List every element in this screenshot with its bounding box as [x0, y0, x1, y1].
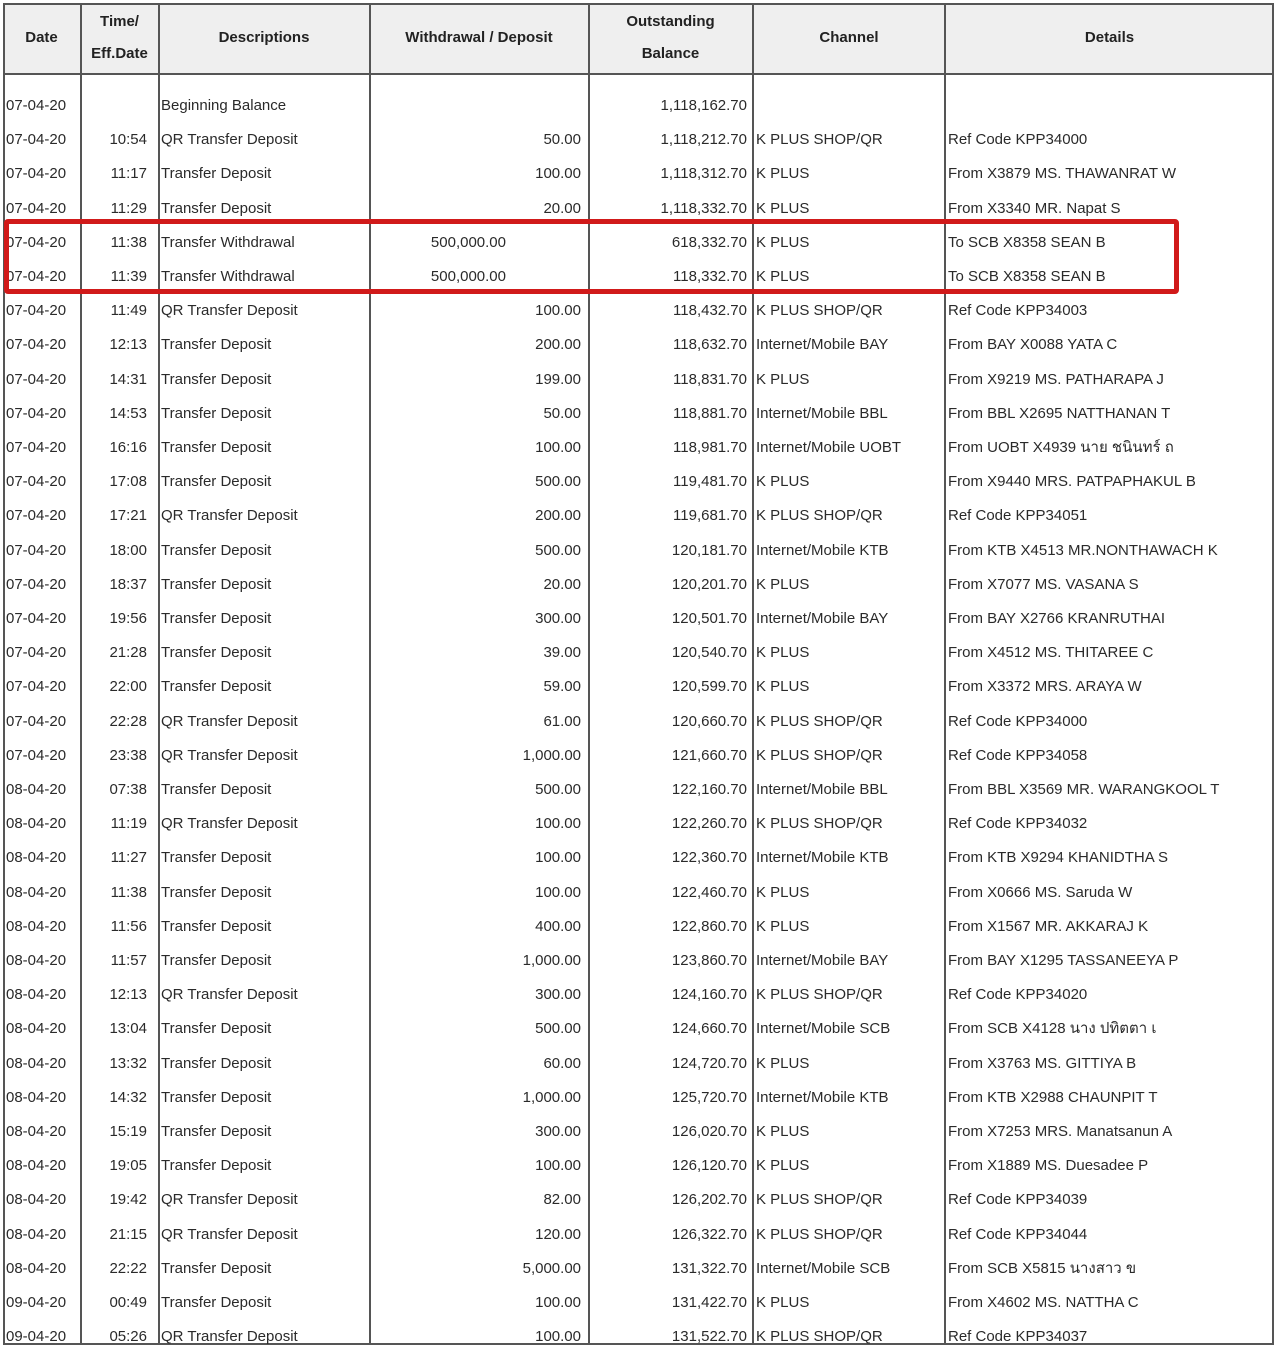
cell-channel: K PLUS SHOP/QR: [756, 131, 883, 148]
cell-time: 19:05: [109, 1157, 147, 1174]
cell-deposit: 500.00: [535, 473, 581, 490]
header-descriptions: Descriptions: [159, 3, 369, 73]
cell-channel: K PLUS: [756, 234, 810, 251]
cell-details: From BAY X1295 TASSANEEYA P: [948, 952, 1179, 969]
cell-time: 05:26: [109, 1328, 147, 1345]
cell-balance: 120,181.70: [671, 542, 747, 559]
cell-details: From X3372 MRS. ARAYA W: [948, 678, 1142, 695]
cell-details: From BAY X2766 KRANRUTHAI: [948, 610, 1166, 627]
header-withdrawal-deposit: Withdrawal / Deposit: [370, 3, 588, 73]
cell-balance: 120,599.70: [671, 678, 747, 695]
cell-details: Ref Code KPP34044: [948, 1226, 1088, 1243]
cell-description: Transfer Deposit: [161, 1260, 272, 1277]
cell-date: 08-04-20: [6, 1123, 67, 1140]
cell-time: [83, 89, 147, 123]
cell-deposit: 1,000.00: [522, 747, 581, 764]
cell-deposit: 100.00: [535, 884, 581, 901]
header-time-line1: Time/: [100, 13, 139, 30]
cell-date: 08-04-20: [6, 952, 67, 969]
cell-details: Ref Code KPP34000: [948, 713, 1088, 730]
cell-deposit: 100.00: [535, 849, 581, 866]
cell-channel: K PLUS: [756, 473, 810, 490]
cell-description: Transfer Deposit: [161, 781, 272, 798]
cell-deposit: 100.00: [535, 302, 581, 319]
cell-channel: K PLUS: [756, 918, 810, 935]
header-date: Date: [3, 3, 80, 73]
cell-deposit: 1,000.00: [522, 1089, 581, 1106]
cell-date: 07-04-20: [6, 713, 67, 730]
cell-time: 10:54: [109, 131, 147, 148]
cell-time: 11:38: [110, 884, 147, 901]
cell-time: 22:28: [109, 713, 147, 730]
cell-time: 22:00: [109, 678, 147, 695]
cell-time: 12:13: [109, 336, 147, 353]
cell-date: 09-04-20: [6, 1294, 67, 1311]
cell-channel: K PLUS: [756, 371, 810, 388]
cell-balance: 122,460.70: [671, 884, 747, 901]
cell-balance: 126,202.70: [671, 1191, 747, 1208]
cell-date: 07-04-20: [6, 439, 67, 456]
cell-time: 21:15: [109, 1226, 147, 1243]
cell-balance: 618,332.70: [671, 234, 747, 251]
cell-time: 22:22: [109, 1260, 147, 1277]
cell-description: Transfer Deposit: [161, 678, 272, 695]
cell-description: QR Transfer Deposit: [161, 507, 298, 524]
cell-channel: Internet/Mobile BAY: [756, 610, 889, 627]
cell-details: From X9219 MS. PATHARAPA J: [948, 371, 1164, 388]
cell-time: 18:00: [109, 542, 147, 559]
cell-deposit: 50.00: [543, 131, 581, 148]
cell-description: QR Transfer Deposit: [161, 1328, 298, 1345]
cell-description: QR Transfer Deposit: [161, 1191, 298, 1208]
cell-date: 07-04-20: [6, 371, 67, 388]
cell-channel: K PLUS SHOP/QR: [756, 747, 883, 764]
cell-date: 07-04-20: [6, 200, 67, 217]
cell-time: 21:28: [109, 644, 147, 661]
cell-deposit: 20.00: [543, 200, 581, 217]
divider-amount-balance: [588, 3, 590, 1345]
cell-time: 13:32: [109, 1055, 147, 1072]
cell-channel: K PLUS SHOP/QR: [756, 1226, 883, 1243]
header-time-line2: Eff.Date: [91, 45, 148, 62]
cell-deposit: 120.00: [535, 1226, 581, 1243]
cell-description: Transfer Deposit: [161, 952, 272, 969]
cell-details: From X3763 MS. GITTIYA B: [948, 1055, 1137, 1072]
cell-balance: 131,422.70: [671, 1294, 747, 1311]
cell-description: Transfer Deposit: [161, 473, 272, 490]
cell-balance: 122,860.70: [671, 918, 747, 935]
cell-description: Transfer Deposit: [161, 1089, 272, 1106]
cell-description: Transfer Deposit: [161, 165, 272, 182]
cell-time: 19:56: [109, 610, 147, 627]
cell-details: From BAY X0088 YATA C: [948, 336, 1118, 353]
table-top-border: [3, 3, 1274, 5]
cell-balance: 1,118,212.70: [660, 131, 747, 148]
cell-time: 11:19: [110, 815, 147, 832]
cell-deposit: 100.00: [535, 815, 581, 832]
cell-details: From X0666 MS. Saruda W: [948, 884, 1133, 901]
cell-description: Transfer Deposit: [161, 1020, 272, 1037]
cell-date: 07-04-20: [6, 405, 67, 422]
header-balance-line1: Outstanding: [626, 13, 715, 30]
cell-channel: Internet/Mobile KTB: [756, 1089, 889, 1106]
cell-details: Ref Code KPP34039: [948, 1191, 1088, 1208]
cell-balance: 122,160.70: [671, 781, 747, 798]
cell-date: 07-04-20: [6, 507, 67, 524]
divider-right: [1272, 3, 1274, 1345]
cell-description: QR Transfer Deposit: [161, 815, 298, 832]
cell-description: Transfer Deposit: [161, 405, 272, 422]
cell-details: From X7077 MS. VASANA S: [948, 576, 1139, 593]
cell-channel: Internet/Mobile BBL: [756, 781, 888, 798]
cell-date: 08-04-20: [6, 1020, 67, 1037]
cell-date: 08-04-20: [6, 884, 67, 901]
cell-details: From X3879 MS. THAWANRAT W: [948, 165, 1177, 182]
cell-time: 19:42: [109, 1191, 147, 1208]
cell-balance: 122,360.70: [671, 849, 747, 866]
cell-description: Transfer Deposit: [161, 1055, 272, 1072]
cell-balance: 121,660.70: [671, 747, 747, 764]
cell-deposit: 100.00: [535, 1294, 581, 1311]
cell-balance: 118,632.70: [673, 336, 747, 353]
cell-channel: Internet/Mobile SCB: [756, 1020, 891, 1037]
header-details: Details: [946, 3, 1273, 73]
cell-balance: 122,260.70: [671, 815, 747, 832]
cell-balance: 126,120.70: [671, 1157, 747, 1174]
cell-balance: 131,522.70: [671, 1328, 747, 1345]
cell-channel: K PLUS: [756, 1123, 810, 1140]
cell-deposit: [372, 89, 581, 123]
cell-balance: 119,681.70: [673, 507, 747, 524]
cell-channel: K PLUS: [756, 1294, 810, 1311]
cell-balance: 124,160.70: [671, 986, 747, 1003]
cell-time: 13:04: [109, 1020, 147, 1037]
cell-date: 07-04-20: [6, 610, 67, 627]
cell-description: Transfer Deposit: [161, 1294, 272, 1311]
cell-date: 08-04-20: [6, 1226, 67, 1243]
cell-deposit: 1,000.00: [522, 952, 581, 969]
cell-date: 08-04-20: [6, 986, 67, 1003]
cell-channel: K PLUS: [756, 1055, 810, 1072]
header-time: [81, 3, 158, 73]
cell-channel: K PLUS: [756, 644, 810, 661]
cell-deposit: 100.00: [535, 1328, 581, 1345]
cell-deposit: 100.00: [535, 1157, 581, 1174]
cell-description: Transfer Deposit: [161, 371, 272, 388]
cell-deposit: 50.00: [543, 405, 581, 422]
cell-details: Ref Code KPP34020: [948, 986, 1088, 1003]
cell-details: From SCB X5815 นางสาว ข: [948, 1260, 1137, 1277]
cell-details: From BBL X2695 NATTHANAN T: [948, 405, 1171, 422]
cell-deposit: 199.00: [535, 371, 581, 388]
cell-details: From KTB X2988 CHAUNPIT T: [948, 1089, 1158, 1106]
cell-channel: K PLUS SHOP/QR: [756, 507, 883, 524]
cell-deposit: 400.00: [535, 918, 581, 935]
divider-time-desc: [158, 3, 160, 1345]
cell-channel: Internet/Mobile KTB: [756, 849, 889, 866]
cell-deposit: 200.00: [535, 336, 581, 353]
cell-channel: Internet/Mobile KTB: [756, 542, 889, 559]
divider-desc-amount: [369, 3, 371, 1345]
cell-date: 08-04-20: [6, 1055, 67, 1072]
cell-deposit: 60.00: [543, 1055, 581, 1072]
cell-details: From X4602 MS. NATTHA C: [948, 1294, 1139, 1311]
cell-balance: 118,981.70: [673, 439, 747, 456]
cell-time: 11:17: [110, 165, 147, 182]
cell-description: QR Transfer Deposit: [161, 747, 298, 764]
cell-balance: 1,118,162.70: [660, 97, 747, 114]
cell-channel: K PLUS: [756, 268, 810, 285]
cell-details: To SCB X8358 SEAN B: [948, 268, 1106, 285]
cell-date: 07-04-20: [6, 165, 67, 182]
divider-balance-channel: [752, 3, 754, 1345]
cell-description: Transfer Deposit: [161, 1123, 272, 1140]
cell-channel: K PLUS SHOP/QR: [756, 713, 883, 730]
cell-details: From SCB X4128 นาง ปทิตตา เ: [948, 1020, 1157, 1037]
cell-details: From KTB X4513 MR.NONTHAWACH K: [948, 542, 1218, 559]
cell-date: 07-04-20: [6, 678, 67, 695]
cell-time: 11:29: [110, 200, 147, 217]
cell-deposit: 300.00: [535, 986, 581, 1003]
cell-deposit: 82.00: [543, 1191, 581, 1208]
cell-description: Transfer Deposit: [161, 439, 272, 456]
cell-channel: K PLUS: [756, 884, 810, 901]
cell-description: Transfer Withdrawal: [161, 234, 295, 251]
divider-left: [3, 3, 5, 1345]
cell-channel: K PLUS: [756, 1157, 810, 1174]
cell-time: 11:56: [110, 918, 147, 935]
cell-details: From X4512 MS. THITAREE C: [948, 644, 1154, 661]
cell-details: Ref Code KPP34000: [948, 131, 1088, 148]
cell-details: From X1567 MR. AKKARAJ K: [948, 918, 1149, 935]
cell-channel: K PLUS: [756, 678, 810, 695]
cell-date: 07-04-20: [6, 576, 67, 593]
cell-time: 14:53: [109, 405, 147, 422]
cell-withdrawal: 500,000.00: [430, 234, 506, 251]
cell-deposit: [372, 226, 581, 260]
cell-time: 14:31: [109, 371, 147, 388]
cell-channel: K PLUS: [756, 200, 810, 217]
cell-description: QR Transfer Deposit: [161, 131, 298, 148]
cell-date: 08-04-20: [6, 1089, 67, 1106]
divider-date-time: [80, 3, 82, 1345]
cell-balance: 123,860.70: [671, 952, 747, 969]
cell-time: 17:08: [109, 473, 147, 490]
cell-deposit: 59.00: [543, 678, 581, 695]
cell-time: 00:49: [109, 1294, 147, 1311]
cell-details: [948, 89, 1270, 123]
cell-balance: 118,831.70: [673, 371, 747, 388]
cell-balance: 1,118,332.70: [660, 200, 747, 217]
cell-date: 07-04-20: [6, 97, 67, 114]
cell-description: QR Transfer Deposit: [161, 302, 298, 319]
cell-date: 08-04-20: [6, 815, 67, 832]
cell-description: Transfer Deposit: [161, 336, 272, 353]
cell-date: 08-04-20: [6, 849, 67, 866]
cell-details: Ref Code KPP34058: [948, 747, 1088, 764]
cell-description: Transfer Deposit: [161, 1157, 272, 1174]
cell-balance: 125,720.70: [671, 1089, 747, 1106]
cell-description: Transfer Deposit: [161, 644, 272, 661]
cell-time: 16:16: [109, 439, 147, 456]
cell-balance: 124,660.70: [671, 1020, 747, 1037]
cell-deposit: 300.00: [535, 610, 581, 627]
cell-channel: K PLUS SHOP/QR: [756, 1328, 883, 1345]
cell-details: Ref Code KPP34037: [948, 1328, 1088, 1345]
cell-date: 07-04-20: [6, 234, 67, 251]
cell-details: Ref Code KPP34051: [948, 507, 1088, 524]
cell-details: From UOBT X4939 นาย ชนินทร์ ถ: [948, 439, 1174, 456]
cell-description: Transfer Deposit: [161, 918, 272, 935]
header-channel: Channel: [754, 3, 944, 73]
cell-time: 11:38: [110, 234, 147, 251]
cell-date: 08-04-20: [6, 1260, 67, 1277]
cell-date: 07-04-20: [6, 268, 67, 285]
header-balance-line2: Balance: [641, 45, 700, 62]
cell-details: From BBL X3569 MR. WARANGKOOL T: [948, 781, 1220, 798]
cell-deposit: 500.00: [535, 781, 581, 798]
cell-channel: K PLUS SHOP/QR: [756, 302, 883, 319]
header-balance: [589, 3, 752, 73]
cell-channel: K PLUS: [756, 165, 810, 182]
cell-date: 08-04-20: [6, 781, 67, 798]
cell-channel: Internet/Mobile BAY: [756, 336, 889, 353]
cell-time: 11:39: [110, 268, 147, 285]
cell-balance: 120,201.70: [671, 576, 747, 593]
cell-date: 07-04-20: [6, 302, 67, 319]
cell-description: Transfer Deposit: [161, 884, 272, 901]
cell-details: From X1889 MS. Duesadee P: [948, 1157, 1149, 1174]
cell-description: Transfer Deposit: [161, 576, 272, 593]
cell-details: Ref Code KPP34003: [948, 302, 1088, 319]
cell-date: 07-04-20: [6, 131, 67, 148]
cell-balance: 126,322.70: [671, 1226, 747, 1243]
cell-time: 11:49: [110, 302, 147, 319]
cell-details: To SCB X8358 SEAN B: [948, 234, 1106, 251]
cell-deposit: 5,000.00: [522, 1260, 581, 1277]
cell-details: From X9440 MRS. PATPAPHAKUL B: [948, 473, 1196, 490]
cell-balance: 118,432.70: [673, 302, 747, 319]
cell-details: From X7253 MRS. Manatsanun A: [948, 1123, 1173, 1140]
cell-balance: 118,881.70: [673, 405, 747, 422]
cell-description: QR Transfer Deposit: [161, 986, 298, 1003]
cell-date: 08-04-20: [6, 1157, 67, 1174]
cell-deposit: 500.00: [535, 542, 581, 559]
cell-description: Transfer Deposit: [161, 849, 272, 866]
cell-balance: 118,332.70: [673, 268, 747, 285]
cell-channel: K PLUS: [756, 576, 810, 593]
cell-deposit: 100.00: [535, 165, 581, 182]
cell-time: 23:38: [109, 747, 147, 764]
cell-balance: 124,720.70: [671, 1055, 747, 1072]
cell-date: 08-04-20: [6, 1191, 67, 1208]
cell-time: 12:13: [109, 986, 147, 1003]
cell-details: From X3340 MR. Napat S: [948, 200, 1121, 217]
cell-deposit: 300.00: [535, 1123, 581, 1140]
statement-table: [3, 3, 1274, 1345]
cell-date: 07-04-20: [6, 644, 67, 661]
cell-date: 07-04-20: [6, 473, 67, 490]
cell-channel: Internet/Mobile SCB: [756, 1260, 891, 1277]
header-bottom-border: [3, 73, 1274, 75]
cell-balance: 1,118,312.70: [660, 165, 747, 182]
cell-channel: K PLUS SHOP/QR: [756, 1191, 883, 1208]
cell-time: 18:37: [109, 576, 147, 593]
cell-deposit: 39.00: [543, 644, 581, 661]
cell-deposit: 500.00: [535, 1020, 581, 1037]
cell-date: 09-04-20: [6, 1328, 67, 1345]
cell-withdrawal: 500,000.00: [430, 268, 506, 285]
cell-date: 07-04-20: [6, 336, 67, 353]
cell-description: Transfer Deposit: [161, 542, 272, 559]
cell-time: 11:27: [110, 849, 147, 866]
cell-details: From KTB X9294 KHANIDTHA S: [948, 849, 1169, 866]
cell-balance: 120,540.70: [671, 644, 747, 661]
cell-balance: 131,322.70: [671, 1260, 747, 1277]
cell-time: 15:19: [109, 1123, 147, 1140]
divider-channel-details: [944, 3, 946, 1345]
cell-deposit: 20.00: [543, 576, 581, 593]
cell-description: Transfer Deposit: [161, 200, 272, 217]
cell-channel: K PLUS SHOP/QR: [756, 815, 883, 832]
cell-date: 07-04-20: [6, 542, 67, 559]
cell-balance: 126,020.70: [671, 1123, 747, 1140]
cell-balance: 119,481.70: [673, 473, 747, 490]
cell-date: 08-04-20: [6, 918, 67, 935]
cell-description: Transfer Deposit: [161, 610, 272, 627]
cell-channel: Internet/Mobile BAY: [756, 952, 889, 969]
cell-description: QR Transfer Deposit: [161, 713, 298, 730]
cell-date: 07-04-20: [6, 747, 67, 764]
cell-description: QR Transfer Deposit: [161, 1226, 298, 1243]
cell-time: 14:32: [109, 1089, 147, 1106]
cell-deposit: 200.00: [535, 507, 581, 524]
cell-balance: 120,660.70: [671, 713, 747, 730]
cell-deposit: 100.00: [535, 439, 581, 456]
cell-channel: K PLUS SHOP/QR: [756, 986, 883, 1003]
cell-description: Transfer Withdrawal: [161, 268, 295, 285]
cell-time: 07:38: [109, 781, 147, 798]
cell-balance: 120,501.70: [671, 610, 747, 627]
cell-time: 17:21: [109, 507, 147, 524]
cell-deposit: 61.00: [543, 713, 581, 730]
cell-description: Beginning Balance: [161, 97, 287, 114]
cell-deposit: [372, 260, 581, 294]
cell-time: 11:57: [110, 952, 147, 969]
cell-channel: Internet/Mobile UOBT: [756, 439, 902, 456]
cell-channel: [756, 89, 942, 123]
cell-channel: Internet/Mobile BBL: [756, 405, 888, 422]
cell-details: Ref Code KPP34032: [948, 815, 1088, 832]
